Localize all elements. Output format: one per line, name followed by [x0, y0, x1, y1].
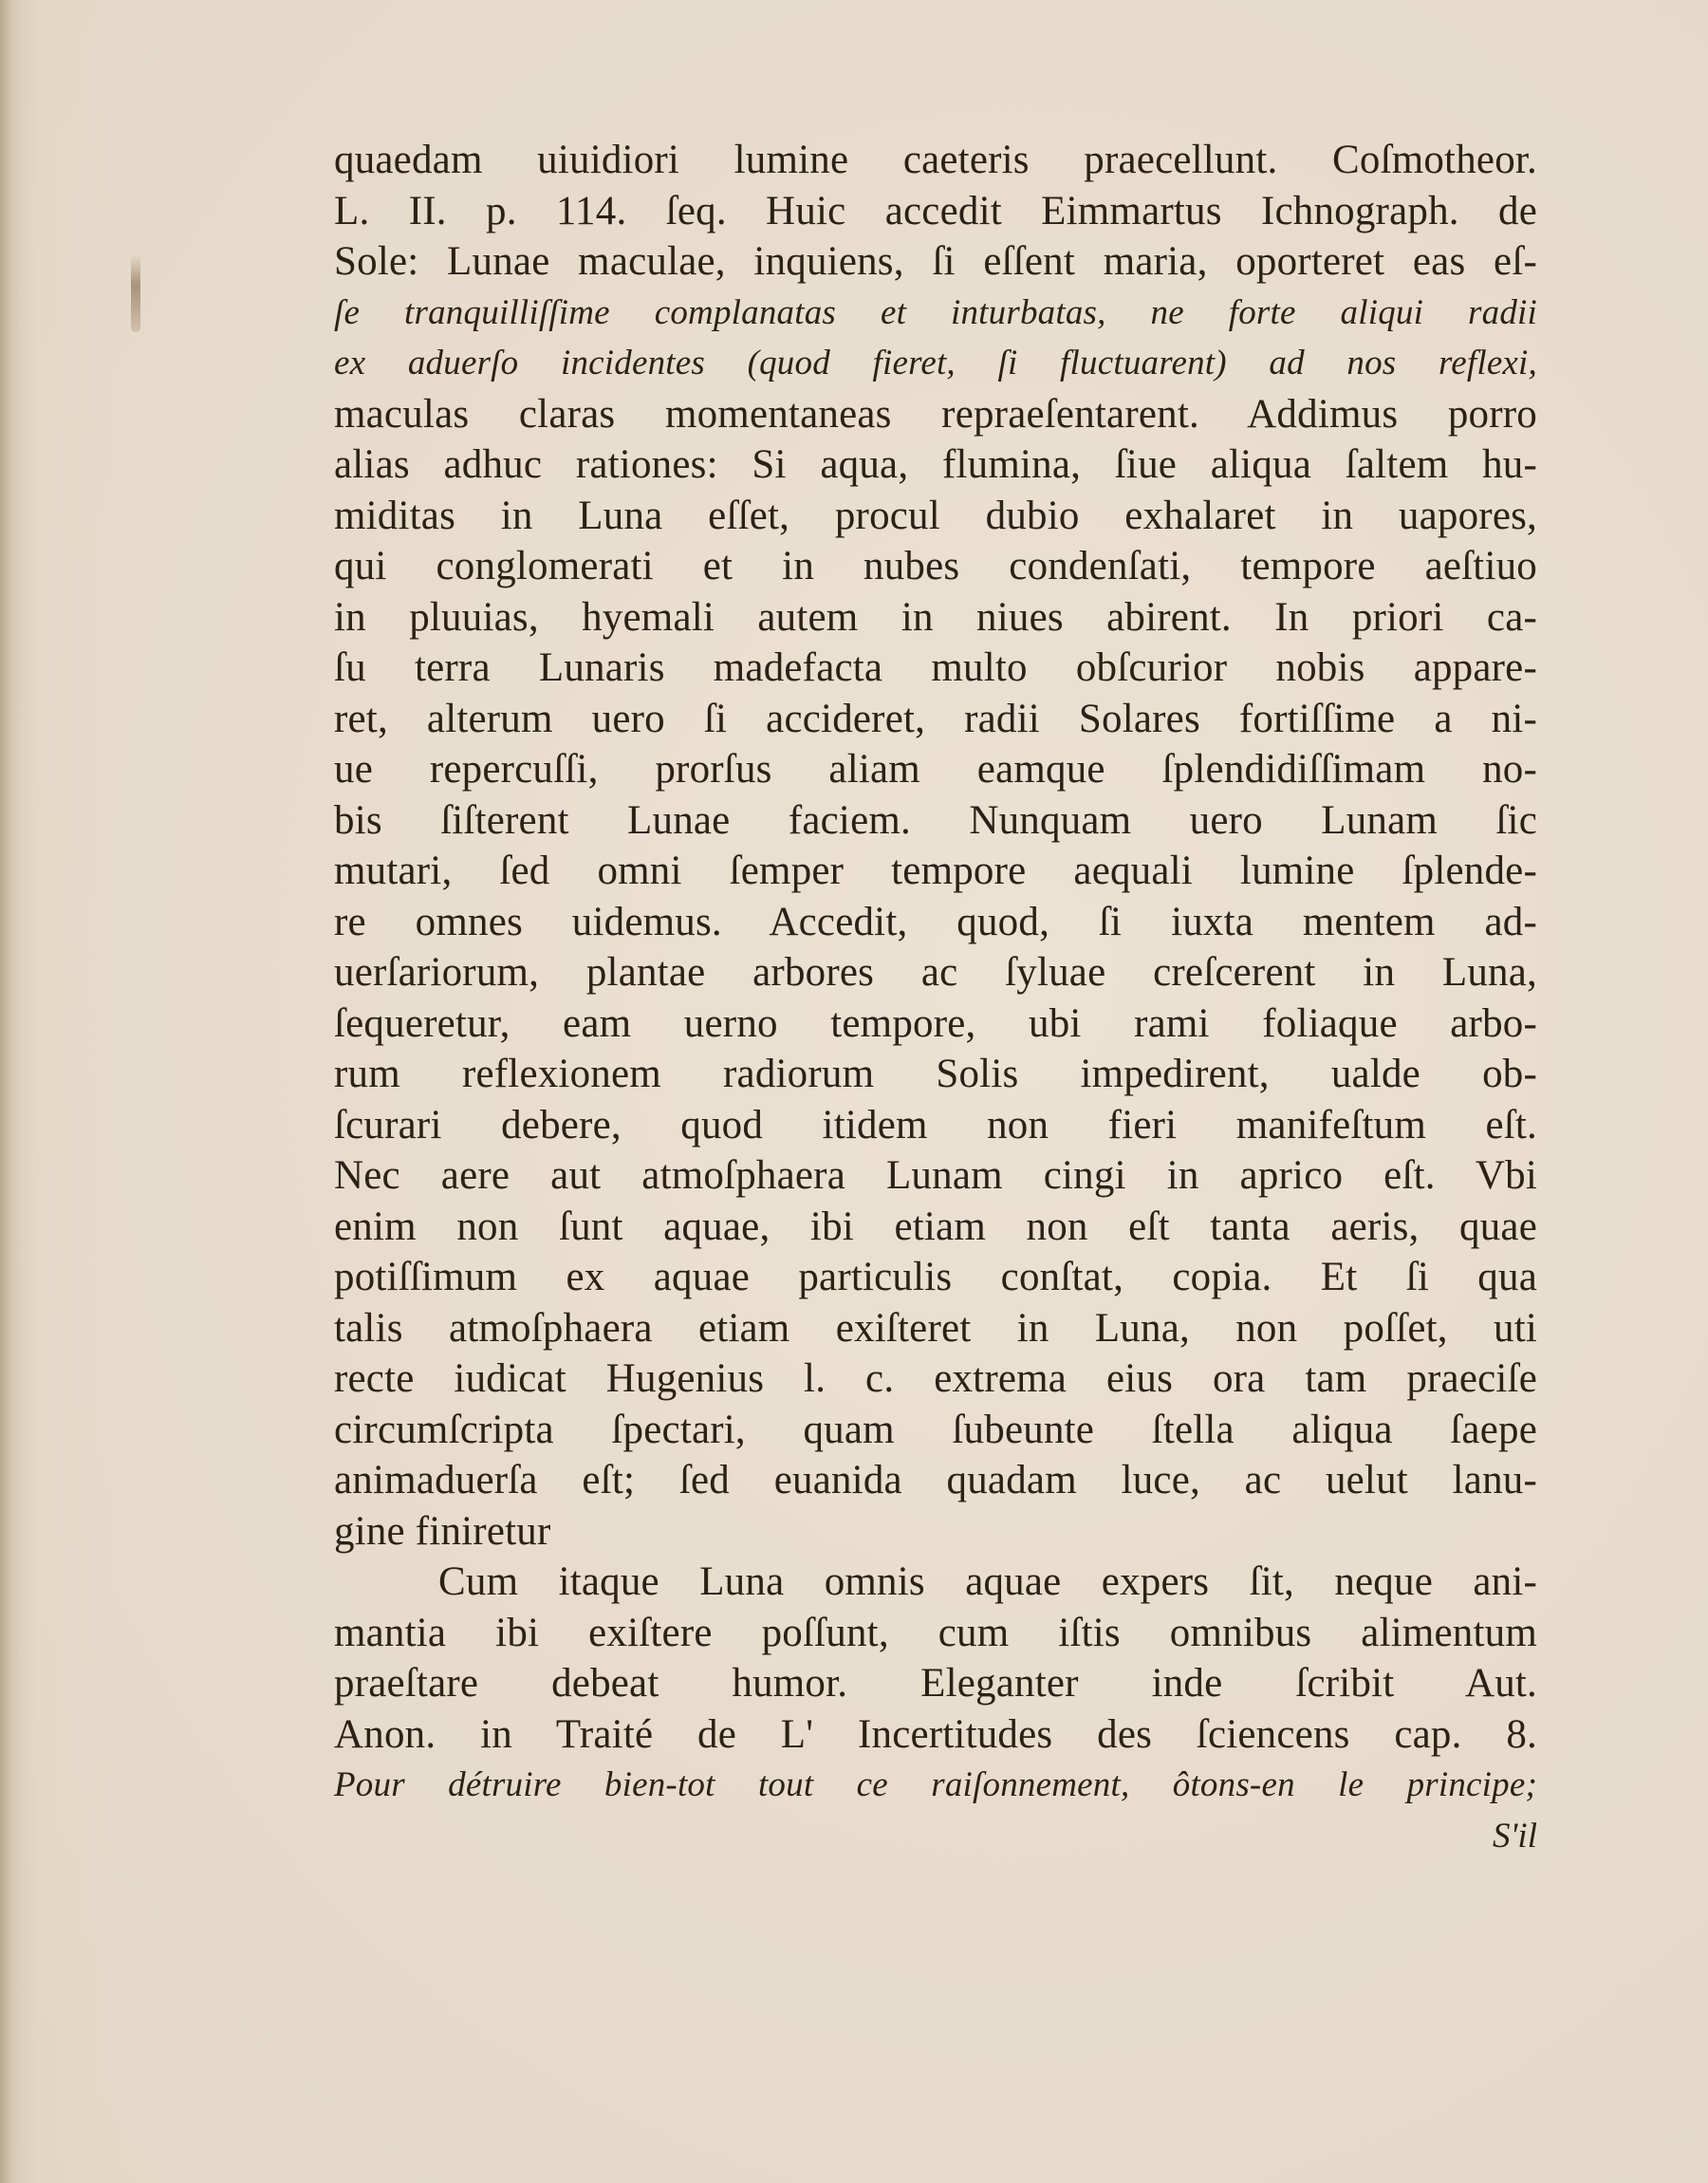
text-line: in pluuias, hyemali autem in niues abirent. In priori ca-	[334, 594, 1537, 640]
paragraph-start-line: Cum itaque Luna omnis aquae expers ſit, neque ani-	[438, 1559, 1537, 1604]
text-line: ſe tranquilliſſime complanatas et inturbatas, ne forte aliqui radii	[334, 292, 1537, 332]
text-line: ret, alterum uero ſi accideret, radii Solares fortiſſime a ni-	[334, 696, 1537, 741]
text-line: mantia ibi exiſtere poſſunt, cum iſtis omnibus alimentum	[334, 1610, 1537, 1655]
text-line: animaduerſa eſt; ſed euanida quadam luce, ac uelut lanu-	[334, 1458, 1537, 1502]
text-line: gine finiretur	[334, 1508, 551, 1554]
text-line: maculas claras momentaneas repraeſentarent. Addimus porro	[334, 391, 1537, 437]
text-line: qui conglomerati et in nubes condenſati, tempore aeſtiuo	[334, 544, 1537, 588]
text-line: Pour détruire bien-tot tout ce raiſonnement, ôtons-en le principe;	[334, 1765, 1537, 1804]
text-line: mutari, ſed omni ſemper tempore aequali lumine ſplende-	[334, 849, 1537, 893]
text-line: enim non ſunt aquae, ibi etiam non eſt tanta aeris, quae	[334, 1203, 1537, 1249]
text-line: ſu terra Lunaris madefacta multo obſcurior nobis appare-	[334, 645, 1537, 690]
body-text	[334, 135, 1537, 1861]
text-line: potiſſimum ex aquae particulis conſtat, copia. Et ſi qua	[334, 1255, 1537, 1299]
text-line: ſequeretur, eam uerno tempore, ubi rami foliaque arbo-	[334, 1000, 1537, 1046]
text-line: Nec aere aut atmoſphaera Lunam cingi in aprico eſt. Vbi	[334, 1153, 1537, 1198]
text-line: recte iudicat Hugenius l. c. extrema eius ora tam praeciſe	[334, 1356, 1537, 1401]
text-line: ue repercuſſi, prorſus aliam eamque ſplendidiſſimam no-	[334, 747, 1537, 792]
catchword: S'il	[1493, 1816, 1537, 1856]
margin-ink-mark	[131, 254, 140, 332]
binding-edge	[0, 0, 21, 2183]
text-line: Sole: Lunae maculae, inquiens, ſi eſſent maria, oporteret eas eſ-	[334, 239, 1537, 284]
text-line: bis ſiſterent Lunae faciem. Nunquam uero Lunam ſic	[334, 797, 1537, 843]
text-line: uerſariorum, plantae arbores ac ſyluae creſcerent in Luna,	[334, 950, 1537, 995]
text-line: alias adhuc rationes: Si aqua, flumina, ſiue aliqua ſaltem hu-	[334, 442, 1537, 487]
text-line: rum reflexionem radiorum Solis impedirent, ualde ob-	[334, 1052, 1537, 1096]
text-line: Anon. in Traité de L' Incertitudes des ſciencens cap. 8.	[334, 1711, 1537, 1757]
text-line: ſcurari debere, quod itidem non fieri manifeſtum eſt.	[334, 1102, 1537, 1147]
text-line: circumſcripta ſpectari, quam ſubeunte ſtella aliqua ſaepe	[334, 1407, 1537, 1452]
text-line: ex aduerſo incidentes (quod fieret, ſi fluctuarent) ad nos reflexi,	[334, 344, 1537, 382]
text-line: praeſtare debeat humor. Eleganter inde ſcribit Aut.	[334, 1661, 1537, 1706]
text-line: re omnes uidemus. Accedit, quod, ſi iuxta mentem ad-	[334, 899, 1537, 944]
text-line: talis atmoſphaera etiam exiſteret in Luna, non poſſet, uti	[334, 1305, 1537, 1351]
text-line: miditas in Luna eſſet, procul dubio exhalaret in uapores,	[334, 493, 1537, 538]
text-line: L. II. p. 114. ſeq. Huic accedit Eimmartus Ichnograph. de	[334, 188, 1537, 233]
text-line: quaedam uiuidiori lumine caeteris praecellunt. Coſmotheor.	[334, 138, 1537, 182]
